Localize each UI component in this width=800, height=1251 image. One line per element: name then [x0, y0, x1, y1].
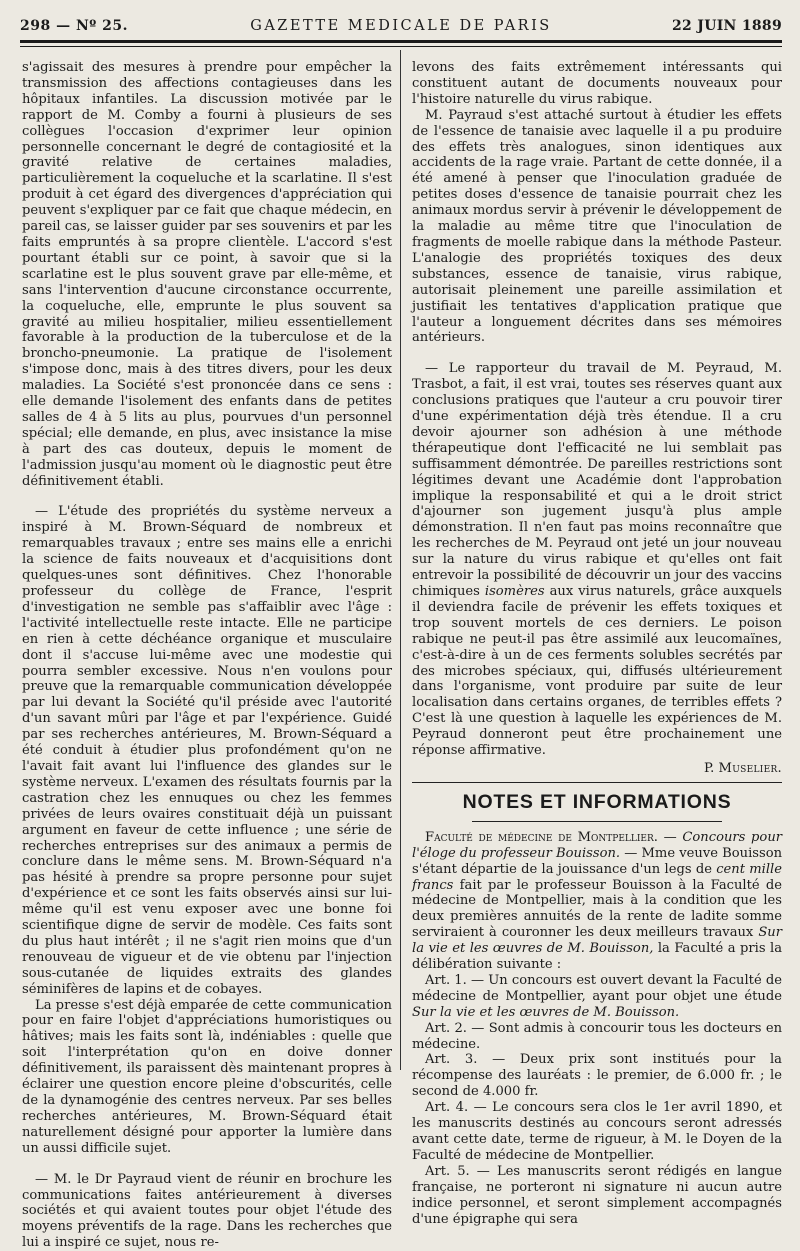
left-column [22, 60, 392, 1251]
trasbot-text-end: aux virus naturels, grâce auxquels il deviendra facile de prévenir les effets toxiques et trop souvent mortels de ces derniers. Le poison rabique ne peut-il pas être assimilé aux leucomaïnes, c'est-à-dire à un de ces ferments solubles secrétés par des microbes spéciaux, qui, diffusés ultérieurement dans l'organisme, vont produire par suite de leur localisation dans certains organes, de terribles effets ? C'est là une question à laquelle les expériences de M. Peyraud donneront peut être prochainement une réponse affirmative. [412, 584, 783, 759]
article-1-emphasis: Sur la vie et les œuvres de M. Bouisson. [412, 1004, 680, 1020]
concours-title: Concours pour l'éloge du professeur Bouisson. [412, 829, 783, 861]
paragraph-virus-rabique: levons des faits extrêmement intéressants qui constituent autant de documents nouveaux pour l'histoire naturelle du virus rabique. [412, 60, 782, 107]
trasbot-text: — Le rapporteur du travail de M. Peyraud, M. Trasbot, a fait, il est vrai, toutes ses réserves quant aux conclusions pratiques que l'auteur a cru pouvoir tirer d'une expérimentation déjà très étendue. Il a cru devoir ajourner son adhésion à une méthode thérapeutique dont l'efficacité ne lui semblait pas suffisamment démontrée. De pareilles restrictions sont légitimes devant une Académie dont l'approbation implique la responsabilité et qui a le droit strict d'ajourner son jugement jusqu'à plus ample démonstration. Il n'en faut pas moins reconnaître que les recherches de M. Peyraud ont jeté un jour nouveau sur la nature du virus rabique et qu'elles ont fait entrevoir la possibilité de découvrir un jour des vaccins chimiques [412, 361, 782, 599]
running-header [20, 14, 782, 40]
article-3: Art. 3. — Deux prix sont institués pour la récompense des lauréats : le premier, de 6.000 fr. ; le second de 4.000 fr. [412, 1052, 782, 1100]
page-number: 298 — Nº 25. [20, 18, 128, 34]
header-rule-thick [20, 40, 782, 43]
column-divider [400, 50, 401, 1070]
article-2: Art. 2. — Sont admis à concourir tous les docteurs en médecine. [412, 1020, 782, 1052]
article-5: Art. 5. — Les manuscrits seront rédigés en langue française, ne porteront ni signature ni aucun autre indice personnel, et seront simplement accompagnés d'une épigraphe qui sera [412, 1163, 782, 1227]
paragraph-faculte-montpellier [412, 830, 782, 973]
article-1 [412, 973, 782, 1021]
faculte-text-2: fait par le professeur Bouisson à la Faculté de médecine de Montpellier, mais à la condition que les deux premières annuités de la rente de ladite somme serviraient à couronner les deux meilleurs travaux [412, 877, 782, 941]
paragraph-tanaisie: M. Payraud s'est attaché surtout à étudier les effets de l'essence de tanaisie avec laquelle il a pu produire des effets très analogues, sinon identiques aux accidents de la rage vraie. Partant de cette donnée, il a été amené à penser que l'inoculation graduée de petites doses d'essence de tanaisie pourrait chez les animaux mordus servir à prévenir le développement de la maladie au même titre que l'inoculation de fragments de moelle rabique dans la méthode Pasteur. L'analogie des propriétés toxiques des deux substances, essence de tanaisie, virus rabique, autorisait pleinement une pareille assimilation et justifiait les tentatives d'application pratique que l'auteur a longuement décrites dans ses mémoires antérieurs. [412, 107, 782, 346]
section-rule [412, 782, 782, 783]
faculte-label: Faculté de médecine de Montpellier. [425, 829, 658, 845]
faculte-text-1: — Mme veuve Bouisson s'étant départie de la jouissance d'un legs de [412, 845, 783, 877]
right-column [412, 60, 782, 1227]
faculte-dash: — [657, 829, 683, 845]
paragraph-brown-sequard: — L'étude des propriétés du système nerveux a inspiré à M. Brown-Séquard de nombreux et remarquables travaux ; entre ses mains elle a enrichi la science de faits nouveaux et d'acquisitions dont quelques-unes sont définitives. Chez l'honorable professeur du collège de France, l'esprit d'investigation ne semble pas s'affaiblir avec l'âge : l'activité intellectuelle reste intacte. Elle ne participe en rien à cette déchéance organique et musculaire dont il s'accuse lui-même avec une modestie qui pourra sembler excessive. Nous n'en voulons pour preuve que la remarquable communication développée par lui devant la Société qu'il préside avec l'autorité d'un savant mûri par l'âge et par l'expérience. Guidé par ses recherches antérieures, M. Brown-Séquard a été conduit à étudier plus profondément qu'on ne l'avait fait avant lui l'influence des glandes sur le système nerveux. L'examen des résultats fournis par la castration chez les ennuques ou chez les femmes privées de leurs ovaires constituait déjà un puissant argument en faveur de cette influence ; une série de recherches entreprises sur des animaux a permis de conclure dans le même sens. M. Brown-Séquard n'a pas hésité à prendre sa propre personne pour sujet d'expérience et ce sont les faits observés ainsi sur lui-même qu'il est venu exposer avec une bonne foi scientifique digne de servir de modèle. Ces faits sont du plus haut intérêt ; il ne s'agit rien moins que d'un renouveau de vigueur et de vie obtenu par l'injection sous-cutanée de liquides extraits des glandes séminifères de lapins et de cobayes. [22, 504, 392, 997]
signature-name: Muselier. [718, 760, 782, 776]
header-rule-thin [20, 46, 782, 47]
paragraph-payraud-brochure: — M. le Dr Payraud vient de réunir en brochure les communications faites antérieurement à diverses sociétés et qui avaient toutes pour objet l'étude des moyens préventifs de la rage. Dans les recherches que lui a inspiré ce sujet, nous re- [22, 1171, 392, 1251]
paragraph-trasbot [412, 361, 782, 759]
legs-amount: cent mille francs [412, 861, 782, 893]
signature-initial: P. [704, 760, 715, 776]
section-title-underline [472, 821, 722, 822]
article-4: Art. 4. — Le concours sera clos le 1er avril 1890, et les manuscrits destinés au concours seront adressés avant cette date, terme de rigueur, à M. le Doyen de la Faculté de médecine de Montpellier. [412, 1100, 782, 1163]
section-title-notes: NOTES ET INFORMATIONS [462, 790, 732, 813]
paragraph-isolement: s'agissait des mesures à prendre pour empêcher la transmission des affections contagieuses dans les hôpitaux infantiles. La discussion motivée par le rapport de M. Comby a fourni à plusieurs de ses collègues l'occasion d'exprimer leur opinion personnelle concernant le degré de contagiosité et la gravité relative de certaines maladies, particulièrement la coqueluche et la scarlatine. Il s'est produit à cet égard des divergences d'appréciation qui peuvent s'expliquer par ce fait que chaque médecin, en pareil cas, se laisser guider par ses souvenirs et par les faits empruntés à sa propre clientèle. L'accord s'est pourtant établi sur ce point, à savoir que si la scarlatine est le plus souvent grave par elle-même, et sans l'intervention d'aucune circonstance occurrente, la coqueluche, elle, emprunte le plus souvent sa gravité au milieu hospitalier, milieu essentiellement favorable à la production de la tuberculose et de la broncho-pneumonie. La pratique de l'isolement s'impose donc, mais à des titres divers, pour les deux maladies. La Société s'est prononcée dans ce sens : elle demande l'isolement des enfants dans de petites salles de 4 à 5 lits au plus, pourvues d'un personnel spécial; elle demande, en plus, avec insistance la mise à part des cas douteux, depuis le moment de l'admission jusqu'au moment où le diagnostic peut être définitivement établi. [22, 60, 392, 489]
paragraph-presse: La presse s'est déjà emparée de cette communication pour en faire l'objet d'appréciations humoristiques ou hâtives; mais les faits sont là, indéniables : quelle que soit l'interprétation qu'on en doive donner définitivement, ils paraissent dès maintenant propres à éclairer une question encore pleine d'obscurités, celle de la dynamogénie des centres nerveux. Par ses belles recherches antérieures, M. Brown-Séquard était naturellement désigné pour apporter la lumière dans un aussi difficile sujet. [22, 997, 392, 1156]
author-signature [412, 761, 782, 777]
faculte-text-3: la Faculté a pris la délibération suivante : [412, 941, 782, 973]
journal-title: GAZETTE MEDICALE DE PARIS [250, 18, 552, 34]
article-1-text: Art. 1. — Un concours est ouvert devant la Faculté de médecine de Montpellier, ayant pour objet une étude [412, 972, 782, 1004]
isomeres-emphasis: isomères [484, 584, 545, 599]
travaux-title: Sur la vie et les œuvres de M. Bouisson, [412, 925, 782, 957]
issue-date: 22 JUIN 1889 [672, 18, 782, 34]
